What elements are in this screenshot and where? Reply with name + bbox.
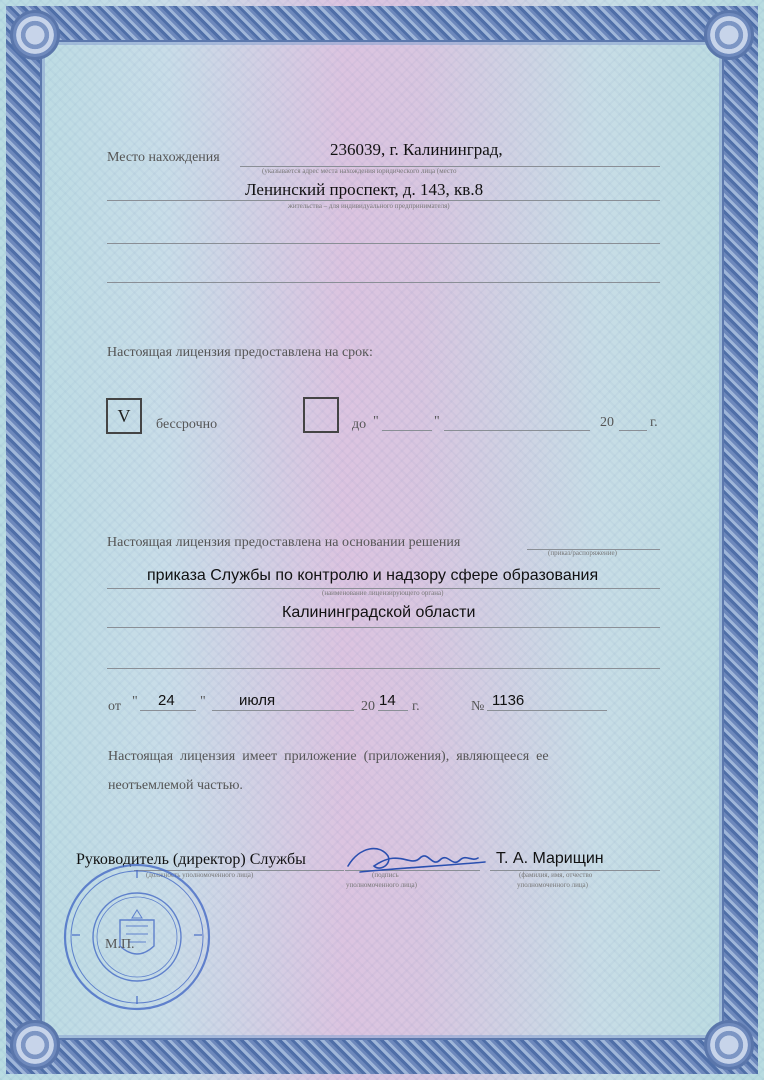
location-address-line-2: Ленинский проспект, д. 143, кв.8 xyxy=(245,180,484,199)
official-seal-icon xyxy=(62,862,212,1012)
location-hint-1: (указывается адрес места нахождения юридического лица (место xyxy=(262,167,457,175)
stamp-label: М.П. xyxy=(105,937,135,952)
date-month-line xyxy=(212,710,354,711)
corner-ornament-icon xyxy=(704,1020,754,1070)
basis-authority-text: приказа Службы по контролю и надзору сфере образования xyxy=(147,567,599,584)
basis-blank-line xyxy=(107,668,660,669)
basis-region-line xyxy=(107,627,660,628)
number-line xyxy=(487,710,607,711)
term-label: Настоящая лицензия предоставлена на срок: xyxy=(107,345,373,360)
until-day-line xyxy=(382,430,432,431)
date-quote-close: " xyxy=(200,694,206,709)
date-year-value: 14 xyxy=(379,692,396,709)
until-label: до xyxy=(352,417,367,432)
basis-authority-hint: (наименование лицензирующего органа) xyxy=(322,589,444,597)
license-number: 1136 xyxy=(492,692,525,709)
signature-icon xyxy=(340,838,490,884)
appendix-line-1: Настоящая лицензия имеет приложение (приложения), являющееся ее xyxy=(108,749,549,764)
position-hint: (должность уполномоченного лица) xyxy=(146,871,254,879)
date-quote-open: " xyxy=(132,694,138,709)
date-day-line xyxy=(140,710,196,711)
name-hint-2: уполномоченного лица) xyxy=(517,881,588,889)
location-line-4 xyxy=(107,282,660,283)
location-hint-2: жительства – для индивидуального предпринимателя) xyxy=(288,202,450,210)
corner-ornament-icon xyxy=(704,10,754,60)
until-quote-open: " xyxy=(373,414,379,429)
date-day: 24 xyxy=(158,692,175,709)
location-address-line-1: 236039, г. Калининград, xyxy=(330,140,503,159)
indefinite-checkbox[interactable]: V xyxy=(106,398,142,434)
signatory-name: Т. А. Марищин xyxy=(496,850,604,867)
date-year-prefix: 20 xyxy=(361,699,375,714)
indefinite-label: бессрочно xyxy=(156,417,218,432)
basis-order-hint: (приказ/распоряжение) xyxy=(548,549,617,557)
basis-label: Настоящая лицензия предоставлена на основании решения xyxy=(107,535,461,550)
until-quote-close: " xyxy=(434,414,440,429)
until-year-line xyxy=(619,430,647,431)
until-month-line xyxy=(444,430,590,431)
signature-hint-1: (подпись xyxy=(372,871,399,879)
until-checkbox[interactable] xyxy=(303,397,339,433)
until-year-prefix: 20 xyxy=(600,415,614,430)
corner-ornament-icon xyxy=(10,1020,60,1070)
date-year-line xyxy=(378,710,408,711)
date-from-label: от xyxy=(108,699,121,714)
until-year-suffix: г. xyxy=(650,415,658,430)
date-month: июля xyxy=(239,692,276,709)
name-hint-1: (фамилия, имя, отчество xyxy=(519,871,593,879)
location-line-3 xyxy=(107,243,660,244)
appendix-line-2: неотъемлемой частью. xyxy=(108,778,243,793)
signature-hint-2: уполномоченного лица) xyxy=(346,881,417,889)
date-year-suffix: г. xyxy=(412,699,420,714)
number-label: № xyxy=(471,699,485,714)
location-label: Место нахождения xyxy=(107,150,220,165)
corner-ornament-icon xyxy=(10,10,60,60)
location-line-2 xyxy=(107,200,660,201)
basis-region-text: Калининградской области xyxy=(282,604,476,621)
signatory-position: Руководитель (директор) Службы xyxy=(76,851,306,868)
